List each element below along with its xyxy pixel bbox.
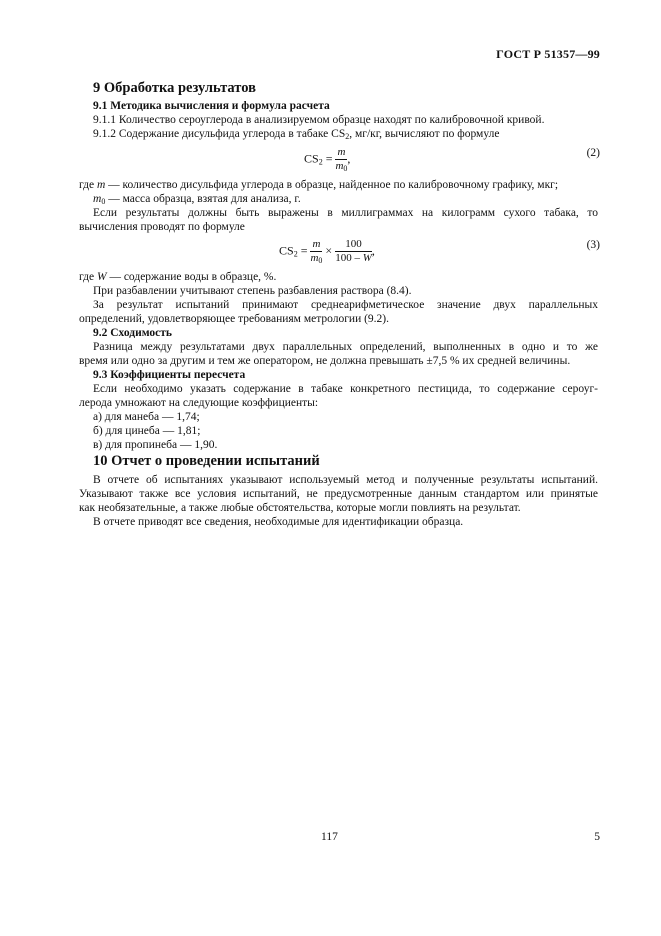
coefficients-line-2: лерода умножают на следующие коэффициенты:	[79, 397, 319, 409]
result-line-1: За результат испытаний принимают среднеарифметическое значение двух параллельных	[93, 299, 598, 311]
subsection-9-2-title: 9.2 Сходимость	[93, 327, 172, 339]
sheet-number: 5	[594, 831, 600, 843]
where-w-definition: где W — содержание воды в образце, %.	[79, 271, 277, 283]
paragraph-9-1-2: 9.1.2 Содержание дисульфида углерода в табаке $CS_2$, мг/кг, вычисляют по формуле	[93, 128, 500, 141]
report-line-4: В отчете приводят все сведения, необходимые для идентификации образца.	[93, 516, 464, 528]
formula-2: $CS_2$ = $\frac{m}{m_0}$ ,	[304, 146, 351, 173]
convergence-line-1: Разница между результатами двух параллельных определений, выполненных в одно и то же	[93, 341, 598, 353]
list-item: а) для манеба — 1,74;	[93, 411, 200, 423]
coefficients-line-1: Если необходимо указать содержание в табаке конкретного пестицида, то содержание сероуг-	[93, 383, 598, 395]
section-9-title: 9 Обработка результатов	[93, 80, 256, 96]
list-item: б) для цинеба — 1,81;	[93, 425, 201, 437]
report-line-1: В отчете об испытаниях указывают используемый метод и полученные результаты испытаний.	[93, 474, 598, 486]
convergence-line-2: время или одно за другим и тем же оператором, не должна превышать ±7,5 % их средней величины.	[79, 355, 571, 367]
list-item: в) для пропинеба — 1,90.	[93, 439, 218, 451]
formula-2-label: (2)	[586, 147, 600, 159]
formula-3-label: (3)	[586, 239, 600, 251]
report-line-3: как необязательные, а также любые обстоятельства, которые могли повлиять на результат.	[79, 502, 521, 514]
subsection-9-1-title: 9.1 Методика вычисления и формула расчета	[93, 100, 330, 112]
where-m0-definition: $m_0$ — масса образца, взятая для анализа, г.	[93, 193, 301, 206]
result-line-2: определений, удовлетворяющее требованиям метрологии (9.2).	[79, 313, 390, 325]
subsection-9-3-title: 9.3 Коэффициенты пересчета	[93, 369, 246, 381]
document-header: ГОСТ Р 51357—99	[496, 47, 600, 61]
page-number: 117	[321, 831, 338, 843]
report-line-2: Указывают также все условия испытаний, не предусмотренные данным стандартом или принятые	[79, 488, 598, 500]
where-m-definition: где m — количество дисульфида углерода в образце, найденное по калибровочному графику, мкг;	[79, 179, 559, 191]
dilution-note: При разбавлении учитывают степень разбавления раствора (8.4).	[93, 285, 412, 297]
section-10-title: 10 Отчет о проведении испытаний	[93, 453, 320, 469]
paragraph-9-1-1: 9.1.1 Количество сероуглерода в анализируемом образце находят по калибровочной кривой.	[93, 114, 545, 126]
dry-tobacco-line-2: вычисления проводят по формуле	[79, 221, 245, 233]
formula-3: $CS_2$ = $\frac{m}{m_0}$ × $\frac{100}{100 - W}$ ,	[279, 238, 375, 265]
dry-tobacco-line-1: Если результаты должны быть выражены в миллиграммах на килограмм сухого табака, то	[93, 207, 598, 219]
